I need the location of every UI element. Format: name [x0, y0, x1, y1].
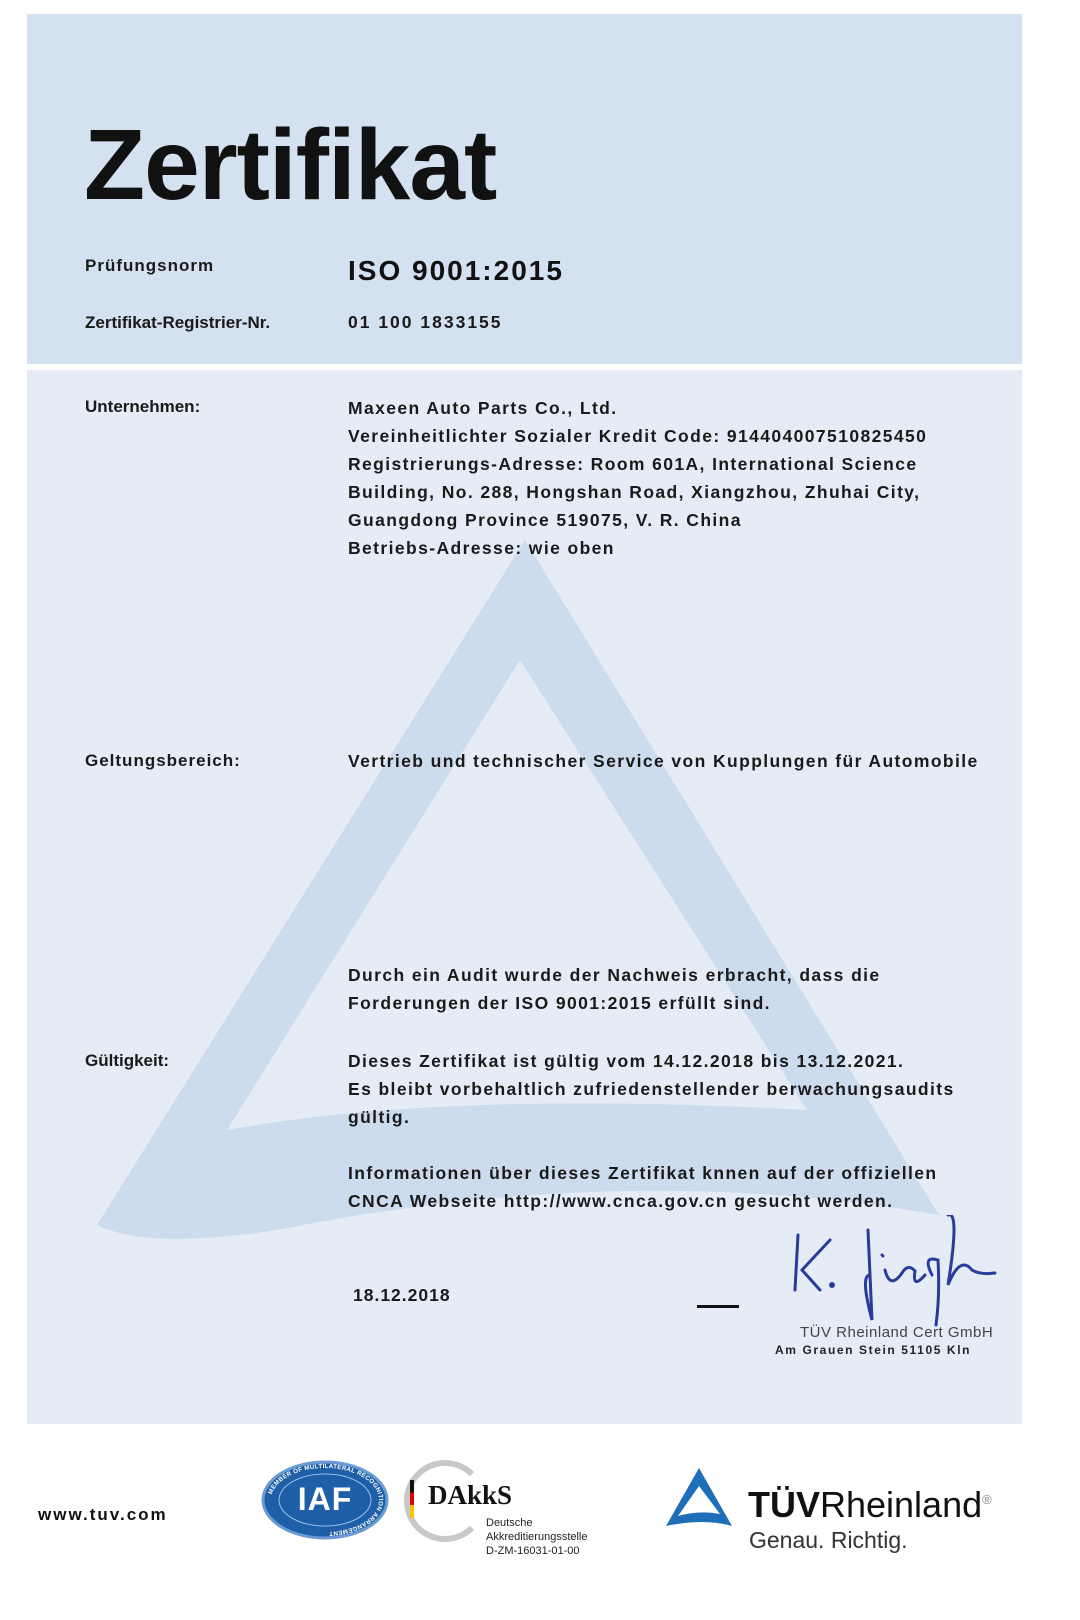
registered-mark: ® — [982, 1492, 992, 1507]
info-line: CNCA Webseite http://www.cnca.gov.cn gesucht werden. — [348, 1191, 894, 1211]
company-name: Maxeen Auto Parts Co., Ltd. — [348, 398, 618, 418]
registration-value: 01 100 1833155 — [348, 312, 503, 332]
dakks-caption — [486, 1516, 588, 1558]
tuv-triangle-icon — [664, 1466, 734, 1528]
validity-line: gültig. — [348, 1107, 411, 1127]
dakks-line: Akkreditierungsstelle — [486, 1531, 588, 1543]
dakks-line: D-ZM-16031-01-00 — [486, 1545, 580, 1557]
company-credit-code: Vereinheitlichter Sozialer Kredit Code: 914404007510825450 — [348, 426, 928, 446]
company-operating-address: Betriebs-Adresse: wie oben — [348, 538, 615, 558]
validity-block — [348, 1047, 955, 1131]
signature-line — [697, 1305, 739, 1308]
company-address-line: Building, No. 288, Hongshan Road, Xiangzhou, Zhuhai City, — [348, 482, 921, 502]
tuv-brand-text: Rheinland — [820, 1484, 983, 1525]
tuv-brand-bold: TÜV — [748, 1484, 820, 1525]
issue-date: 18.12.2018 — [353, 1285, 451, 1305]
dakks-text: DAkkS — [428, 1480, 513, 1510]
dakks-line: Deutsche — [486, 1517, 533, 1529]
company-block — [348, 394, 927, 562]
tuv-rheinland-brand — [748, 1484, 992, 1526]
issuer-address: Am Grauen Stein 51105 Kln — [775, 1343, 972, 1357]
german-flag-icon — [410, 1480, 414, 1518]
standard-value: ISO 9001:2015 — [348, 255, 564, 286]
certificate-title: Zertifikat — [84, 109, 497, 221]
audit-statement — [348, 961, 881, 1017]
issuer-name: TÜV Rheinland Cert GmbH — [800, 1324, 994, 1341]
scope-value: Vertrieb und technischer Service von Kupplungen für Automobile — [348, 751, 979, 771]
tuv-slogan: Genau. Richtig. — [749, 1527, 908, 1553]
standard-label: Prüfungsnorm — [85, 256, 215, 275]
registration-label: Zertifikat-Registrier-Nr. — [85, 313, 271, 332]
info-line: Informationen über dieses Zertifikat knnen auf der offiziellen — [348, 1163, 938, 1183]
iaf-ring-text: MEMBER OF MULTILATERAL RECOGNITION ARRANGEMENT — [267, 1462, 385, 1537]
company-label: Unternehmen: — [85, 397, 201, 416]
info-block — [348, 1159, 938, 1215]
scope-label: Geltungsbereich: — [85, 751, 241, 770]
audit-line: Durch ein Audit wurde der Nachweis erbracht, dass die — [348, 965, 881, 985]
iaf-logo — [261, 1460, 389, 1540]
footer-url[interactable]: www.tuv.com — [38, 1505, 168, 1524]
validity-line: Es bleibt vorbehaltlich zufriedenstellender berwachungsaudits — [348, 1079, 955, 1099]
audit-line: Forderungen der ISO 9001:2015 erfüllt sind. — [348, 993, 771, 1013]
signature-icon — [790, 1215, 1010, 1335]
company-address-line: Registrierungs-Adresse: Room 601A, International Science — [348, 454, 918, 474]
iaf-text: IAF — [297, 1481, 353, 1517]
company-address-line: Guangdong Province 519075, V. R. China — [348, 510, 742, 530]
validity-label: Gültigkeit: — [85, 1051, 170, 1070]
validity-line: Dieses Zertifikat ist gültig vom 14.12.2018 bis 13.12.2021. — [348, 1051, 905, 1071]
